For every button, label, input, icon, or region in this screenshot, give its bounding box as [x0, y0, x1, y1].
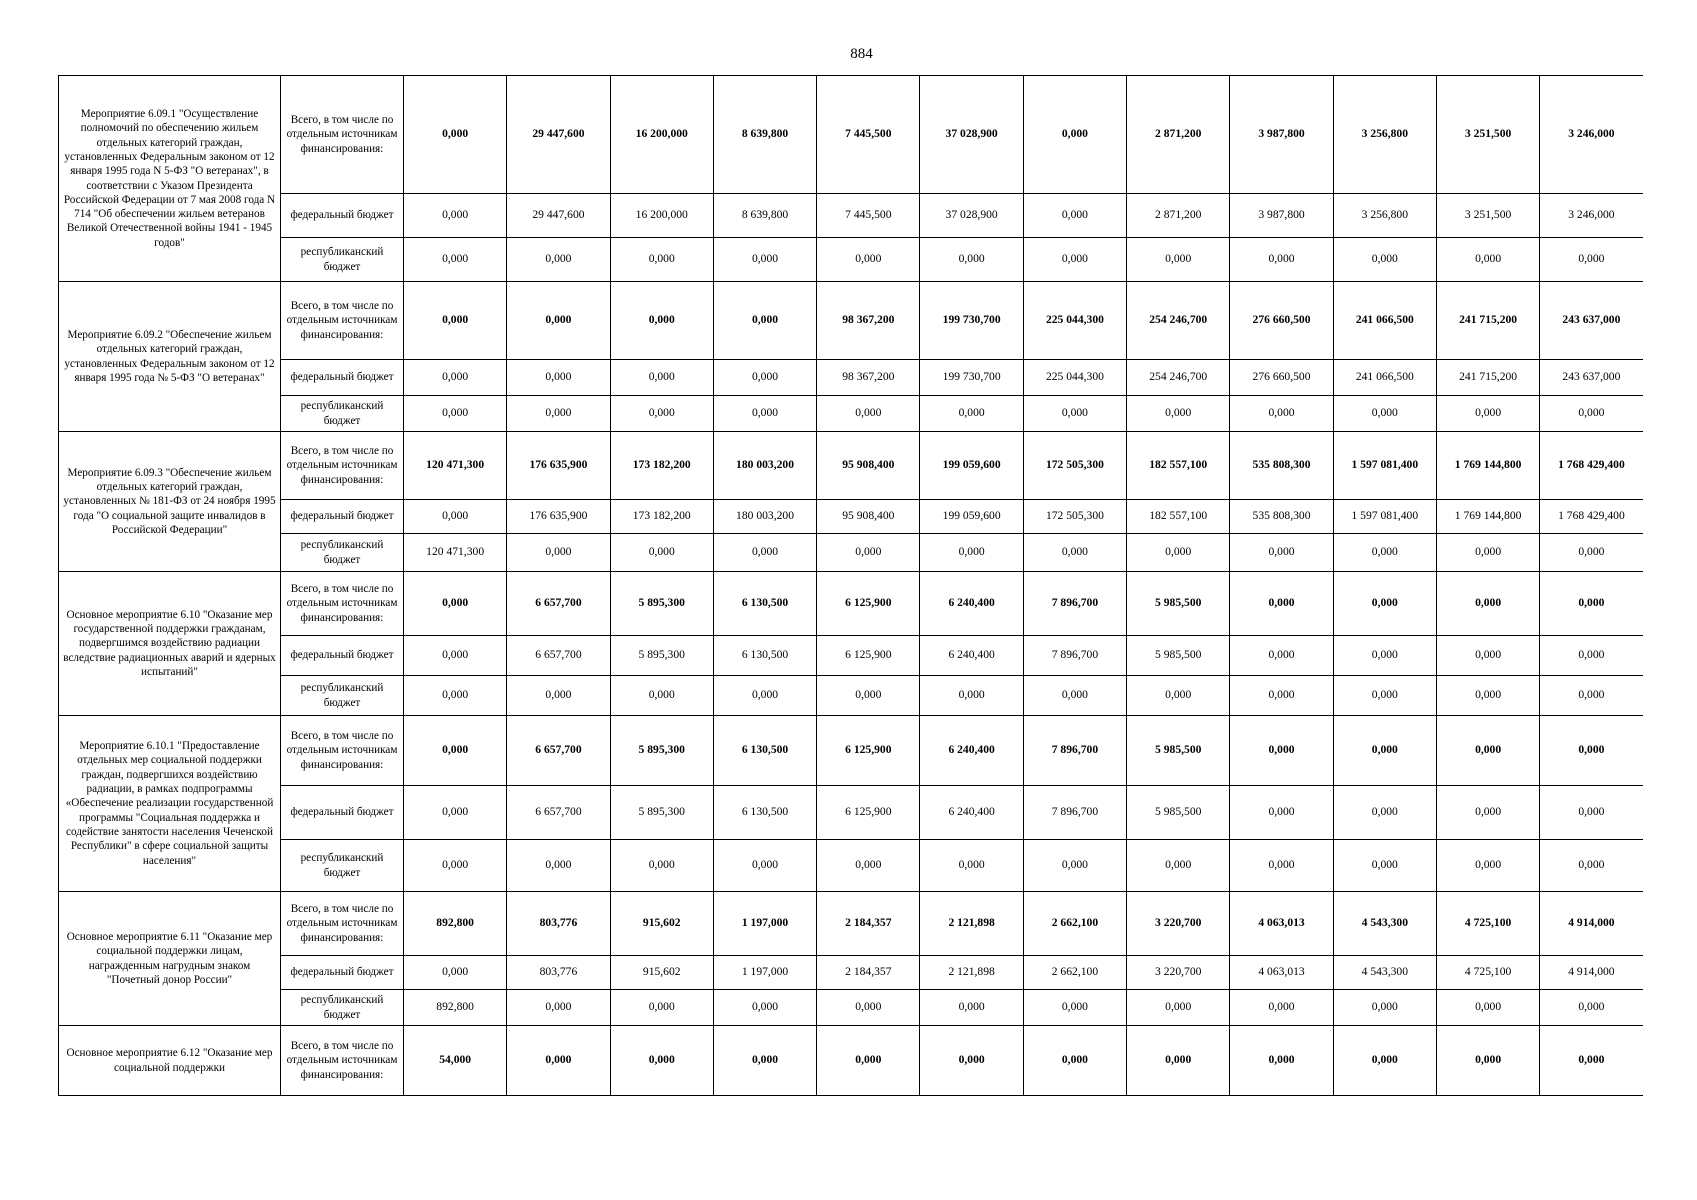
republic-budget-row	[59, 990, 1644, 1026]
amount-cell: 0,000	[1127, 840, 1230, 892]
amount-cell: 0,000	[1540, 716, 1643, 786]
amount-cell: 0,000	[1230, 676, 1333, 716]
amount-cell: 6 657,700	[507, 636, 610, 676]
amount-cell: 2 871,200	[1127, 194, 1230, 238]
funding-source-cell: Всего, в том числе по отдельным источникам финансирования:	[281, 1026, 404, 1096]
amount-cell: 0,000	[404, 76, 507, 194]
amount-cell: 0,000	[507, 534, 610, 572]
amount-cell: 199 730,700	[920, 282, 1023, 360]
amount-cell: 0,000	[610, 990, 713, 1026]
amount-cell: 2 662,100	[1023, 956, 1126, 990]
amount-cell: 0,000	[404, 194, 507, 238]
amount-cell: 0,000	[610, 396, 713, 432]
amount-cell: 0,000	[1436, 238, 1539, 282]
republic-budget-row	[59, 840, 1644, 892]
amount-cell: 0,000	[1230, 990, 1333, 1026]
amount-cell: 16 200,000	[610, 76, 713, 194]
amount-cell: 0,000	[1436, 396, 1539, 432]
amount-cell: 241 066,500	[1333, 360, 1436, 396]
amount-cell: 0,000	[404, 840, 507, 892]
amount-cell: 0,000	[610, 282, 713, 360]
amount-cell: 0,000	[1333, 636, 1436, 676]
amount-cell: 4 725,100	[1436, 956, 1539, 990]
amount-cell: 3 251,500	[1436, 194, 1539, 238]
amount-cell: 0,000	[817, 990, 920, 1026]
amount-cell: 180 003,200	[713, 432, 816, 500]
amount-cell: 254 246,700	[1127, 360, 1230, 396]
budget-table-container	[58, 75, 1643, 1125]
amount-cell: 803,776	[507, 892, 610, 956]
amount-cell: 0,000	[404, 572, 507, 636]
amount-cell: 0,000	[817, 396, 920, 432]
amount-cell: 0,000	[1023, 76, 1126, 194]
amount-cell: 0,000	[1540, 534, 1643, 572]
amount-cell: 54,000	[404, 1026, 507, 1096]
funding-source-cell: федеральный бюджет	[281, 636, 404, 676]
amount-cell: 5 985,500	[1127, 636, 1230, 676]
amount-cell: 0,000	[404, 786, 507, 840]
amount-cell: 0,000	[404, 676, 507, 716]
amount-cell: 172 505,300	[1023, 500, 1126, 534]
amount-cell: 0,000	[507, 360, 610, 396]
amount-cell: 8 639,800	[713, 194, 816, 238]
amount-cell: 0,000	[507, 840, 610, 892]
total-row	[59, 1026, 1644, 1096]
amount-cell: 0,000	[1436, 636, 1539, 676]
amount-cell: 0,000	[1333, 396, 1436, 432]
amount-cell: 6 657,700	[507, 786, 610, 840]
amount-cell: 5 985,500	[1127, 786, 1230, 840]
federal-budget-row	[59, 956, 1644, 990]
amount-cell: 3 256,800	[1333, 76, 1436, 194]
amount-cell: 199 059,600	[920, 432, 1023, 500]
funding-source-cell: федеральный бюджет	[281, 956, 404, 990]
amount-cell: 0,000	[1333, 840, 1436, 892]
amount-cell: 6 240,400	[920, 636, 1023, 676]
amount-cell: 0,000	[610, 534, 713, 572]
funding-source-cell: республиканский бюджет	[281, 396, 404, 432]
amount-cell: 915,602	[610, 892, 713, 956]
amount-cell: 4 725,100	[1436, 892, 1539, 956]
amount-cell: 173 182,200	[610, 432, 713, 500]
funding-source-cell: республиканский бюджет	[281, 990, 404, 1026]
activity-name-cell: Мероприятие 6.09.3 "Обеспечение жильем отдельных категорий граждан, установленных № 181-ФЗ от 24 ноября 1995 года "О социальной защите инвалидов в Российской Федерации"	[59, 432, 281, 572]
amount-cell: 173 182,200	[610, 500, 713, 534]
amount-cell: 98 367,200	[817, 360, 920, 396]
amount-cell: 0,000	[1436, 572, 1539, 636]
amount-cell: 2 184,357	[817, 956, 920, 990]
activity-name-cell: Основное мероприятие 6.12 "Оказание мер социальной поддержки	[59, 1026, 281, 1096]
amount-cell: 0,000	[817, 1026, 920, 1096]
amount-cell: 4 543,300	[1333, 956, 1436, 990]
amount-cell: 241 066,500	[1333, 282, 1436, 360]
amount-cell: 3 987,800	[1230, 76, 1333, 194]
funding-source-cell: республиканский бюджет	[281, 840, 404, 892]
amount-cell: 29 447,600	[507, 76, 610, 194]
amount-cell: 2 184,357	[817, 892, 920, 956]
amount-cell: 0,000	[1333, 716, 1436, 786]
funding-source-cell: федеральный бюджет	[281, 360, 404, 396]
amount-cell: 0,000	[713, 840, 816, 892]
amount-cell: 4 914,000	[1540, 892, 1643, 956]
amount-cell: 0,000	[713, 1026, 816, 1096]
amount-cell: 0,000	[817, 238, 920, 282]
amount-cell: 7 896,700	[1023, 786, 1126, 840]
funding-source-cell: республиканский бюджет	[281, 238, 404, 282]
amount-cell: 120 471,300	[404, 534, 507, 572]
amount-cell: 0,000	[1023, 1026, 1126, 1096]
amount-cell: 0,000	[1540, 676, 1643, 716]
total-row	[59, 716, 1644, 786]
amount-cell: 0,000	[610, 676, 713, 716]
amount-cell: 7 445,500	[817, 194, 920, 238]
amount-cell: 0,000	[713, 238, 816, 282]
amount-cell: 0,000	[1023, 396, 1126, 432]
amount-cell: 0,000	[1333, 676, 1436, 716]
amount-cell: 0,000	[713, 396, 816, 432]
amount-cell: 0,000	[404, 238, 507, 282]
total-row	[59, 572, 1644, 636]
amount-cell: 3 220,700	[1127, 956, 1230, 990]
amount-cell: 0,000	[1333, 1026, 1436, 1096]
amount-cell: 3 246,000	[1540, 194, 1643, 238]
amount-cell: 5 895,300	[610, 716, 713, 786]
amount-cell: 0,000	[507, 990, 610, 1026]
amount-cell: 0,000	[404, 396, 507, 432]
amount-cell: 37 028,900	[920, 76, 1023, 194]
amount-cell: 180 003,200	[713, 500, 816, 534]
amount-cell: 0,000	[1333, 990, 1436, 1026]
amount-cell: 535 808,300	[1230, 500, 1333, 534]
amount-cell: 182 557,100	[1127, 500, 1230, 534]
amount-cell: 0,000	[507, 238, 610, 282]
funding-source-cell: Всего, в том числе по отдельным источникам финансирования:	[281, 282, 404, 360]
amount-cell: 535 808,300	[1230, 432, 1333, 500]
amount-cell: 6 130,500	[713, 572, 816, 636]
amount-cell: 1 597 081,400	[1333, 432, 1436, 500]
amount-cell: 0,000	[507, 396, 610, 432]
total-row	[59, 432, 1644, 500]
amount-cell: 0,000	[920, 534, 1023, 572]
amount-cell: 0,000	[1127, 990, 1230, 1026]
amount-cell: 0,000	[404, 716, 507, 786]
amount-cell: 6 240,400	[920, 786, 1023, 840]
amount-cell: 29 447,600	[507, 194, 610, 238]
amount-cell: 182 557,100	[1127, 432, 1230, 500]
amount-cell: 6 130,500	[713, 786, 816, 840]
amount-cell: 6 657,700	[507, 716, 610, 786]
amount-cell: 0,000	[1230, 636, 1333, 676]
amount-cell: 5 895,300	[610, 572, 713, 636]
amount-cell: 0,000	[1230, 534, 1333, 572]
amount-cell: 0,000	[1023, 534, 1126, 572]
amount-cell: 0,000	[610, 1026, 713, 1096]
amount-cell: 803,776	[507, 956, 610, 990]
federal-budget-row	[59, 500, 1644, 534]
amount-cell: 0,000	[713, 990, 816, 1026]
funding-source-cell: Всего, в том числе по отдельным источникам финансирования:	[281, 76, 404, 194]
amount-cell: 892,800	[404, 990, 507, 1026]
amount-cell: 37 028,900	[920, 194, 1023, 238]
amount-cell: 0,000	[1540, 1026, 1643, 1096]
amount-cell: 0,000	[1230, 238, 1333, 282]
amount-cell: 3 246,000	[1540, 76, 1643, 194]
amount-cell: 3 256,800	[1333, 194, 1436, 238]
amount-cell: 1 769 144,800	[1436, 500, 1539, 534]
amount-cell: 199 059,600	[920, 500, 1023, 534]
activity-name-cell: Мероприятие 6.09.2 "Обеспечение жильем отдельных категорий граждан, установленных Федеральным законом от 12 января 1995 года № 5-ФЗ "О ветеранах"	[59, 282, 281, 432]
amount-cell: 0,000	[1436, 1026, 1539, 1096]
republic-budget-row	[59, 676, 1644, 716]
amount-cell: 0,000	[1127, 396, 1230, 432]
amount-cell: 254 246,700	[1127, 282, 1230, 360]
amount-cell: 3 987,800	[1230, 194, 1333, 238]
total-row	[59, 76, 1644, 194]
funding-source-cell: федеральный бюджет	[281, 500, 404, 534]
amount-cell: 0,000	[1230, 716, 1333, 786]
federal-budget-row	[59, 194, 1644, 238]
amount-cell: 0,000	[1333, 572, 1436, 636]
amount-cell: 0,000	[404, 636, 507, 676]
amount-cell: 915,602	[610, 956, 713, 990]
amount-cell: 0,000	[1436, 840, 1539, 892]
amount-cell: 0,000	[1230, 572, 1333, 636]
amount-cell: 0,000	[713, 676, 816, 716]
amount-cell: 4 914,000	[1540, 956, 1643, 990]
amount-cell: 1 768 429,400	[1540, 500, 1643, 534]
amount-cell: 0,000	[610, 238, 713, 282]
amount-cell: 0,000	[1540, 990, 1643, 1026]
amount-cell: 0,000	[1230, 840, 1333, 892]
amount-cell: 0,000	[1333, 534, 1436, 572]
amount-cell: 6 657,700	[507, 572, 610, 636]
amount-cell: 0,000	[1436, 534, 1539, 572]
amount-cell: 3 251,500	[1436, 76, 1539, 194]
amount-cell: 243 637,000	[1540, 360, 1643, 396]
amount-cell: 0,000	[920, 676, 1023, 716]
amount-cell: 98 367,200	[817, 282, 920, 360]
amount-cell: 0,000	[1436, 716, 1539, 786]
amount-cell: 5 985,500	[1127, 716, 1230, 786]
amount-cell: 4 543,300	[1333, 892, 1436, 956]
amount-cell: 6 125,900	[817, 716, 920, 786]
amount-cell: 6 130,500	[713, 716, 816, 786]
amount-cell: 0,000	[404, 282, 507, 360]
amount-cell: 7 896,700	[1023, 716, 1126, 786]
amount-cell: 6 240,400	[920, 572, 1023, 636]
amount-cell: 7 896,700	[1023, 572, 1126, 636]
amount-cell: 0,000	[1540, 786, 1643, 840]
amount-cell: 276 660,500	[1230, 282, 1333, 360]
amount-cell: 7 896,700	[1023, 636, 1126, 676]
amount-cell: 0,000	[1333, 786, 1436, 840]
funding-source-cell: федеральный бюджет	[281, 194, 404, 238]
amount-cell: 0,000	[817, 534, 920, 572]
amount-cell: 6 125,900	[817, 636, 920, 676]
amount-cell: 243 637,000	[1540, 282, 1643, 360]
amount-cell: 0,000	[920, 990, 1023, 1026]
amount-cell: 1 197,000	[713, 956, 816, 990]
amount-cell: 0,000	[1127, 676, 1230, 716]
amount-cell: 0,000	[507, 676, 610, 716]
amount-cell: 95 908,400	[817, 500, 920, 534]
amount-cell: 95 908,400	[817, 432, 920, 500]
activity-name-cell: Основное мероприятие 6.10 "Оказание мер государственной поддержки гражданам, подвергшимся воздействию радиации вследствие радиационных аварий и ядерных испытаний"	[59, 572, 281, 716]
amount-cell: 0,000	[1023, 840, 1126, 892]
activity-name-cell: Основное мероприятие 6.11 "Оказание мер социальной поддержки лицам, награжденным нагрудным знаком "Почетный донор России"	[59, 892, 281, 1026]
amount-cell: 5 895,300	[610, 786, 713, 840]
amount-cell: 0,000	[1023, 676, 1126, 716]
amount-cell: 172 505,300	[1023, 432, 1126, 500]
amount-cell: 2 871,200	[1127, 76, 1230, 194]
amount-cell: 0,000	[713, 534, 816, 572]
amount-cell: 0,000	[1230, 396, 1333, 432]
amount-cell: 0,000	[1540, 636, 1643, 676]
activity-name-cell: Мероприятие 6.09.1 "Осуществление полномочий по обеспечению жильем отдельных категорий граждан, установленных Федеральным законом от 12 января 1995 года N 5-ФЗ "О ветеранах", в соответствии с Указом Президента Российской Федерации от 7 мая 2008 года N 714 "Об обеспечении жильем ветеранов Великой Отечественной войны 1941 - 1945 годов"	[59, 76, 281, 282]
amount-cell: 0,000	[1230, 786, 1333, 840]
federal-budget-row	[59, 636, 1644, 676]
amount-cell: 0,000	[1540, 840, 1643, 892]
amount-cell: 0,000	[1023, 194, 1126, 238]
amount-cell: 0,000	[1540, 572, 1643, 636]
amount-cell: 0,000	[713, 282, 816, 360]
amount-cell: 0,000	[404, 500, 507, 534]
republic-budget-row	[59, 534, 1644, 572]
activity-name-cell: Мероприятие 6.10.1 "Предоставление отдельных мер социальной поддержки граждан, подвергшихся воздействию радиации, в рамках подпрограммы «Обеспечение реализации государственной программы "Социальная поддержка и содействие занятости населения Чеченской Республики" в сфере социальной защиты населения"	[59, 716, 281, 892]
amount-cell: 1 768 429,400	[1540, 432, 1643, 500]
funding-source-cell: республиканский бюджет	[281, 534, 404, 572]
amount-cell: 3 220,700	[1127, 892, 1230, 956]
amount-cell: 199 730,700	[920, 360, 1023, 396]
amount-cell: 0,000	[1436, 990, 1539, 1026]
amount-cell: 2 121,898	[920, 956, 1023, 990]
republic-budget-row	[59, 396, 1644, 432]
amount-cell: 176 635,900	[507, 432, 610, 500]
funding-source-cell: республиканский бюджет	[281, 676, 404, 716]
amount-cell: 1 197,000	[713, 892, 816, 956]
amount-cell: 6 130,500	[713, 636, 816, 676]
amount-cell: 0,000	[1540, 238, 1643, 282]
page-number: 884	[850, 46, 873, 62]
amount-cell: 225 044,300	[1023, 282, 1126, 360]
amount-cell: 5 985,500	[1127, 572, 1230, 636]
amount-cell: 2 121,898	[920, 892, 1023, 956]
amount-cell: 0,000	[610, 840, 713, 892]
amount-cell: 241 715,200	[1436, 360, 1539, 396]
amount-cell: 0,000	[1023, 990, 1126, 1026]
amount-cell: 0,000	[1023, 238, 1126, 282]
amount-cell: 0,000	[920, 238, 1023, 282]
amount-cell: 0,000	[404, 360, 507, 396]
amount-cell: 0,000	[1540, 396, 1643, 432]
federal-budget-row	[59, 786, 1644, 840]
amount-cell: 0,000	[920, 840, 1023, 892]
amount-cell: 16 200,000	[610, 194, 713, 238]
amount-cell: 0,000	[920, 1026, 1023, 1096]
federal-budget-row	[59, 360, 1644, 396]
funding-source-cell: Всего, в том числе по отдельным источникам финансирования:	[281, 892, 404, 956]
funding-source-cell: Всего, в том числе по отдельным источникам финансирования:	[281, 572, 404, 636]
amount-cell: 6 125,900	[817, 572, 920, 636]
total-row	[59, 892, 1644, 956]
amount-cell: 0,000	[817, 676, 920, 716]
amount-cell: 8 639,800	[713, 76, 816, 194]
amount-cell: 5 895,300	[610, 636, 713, 676]
amount-cell: 6 240,400	[920, 716, 1023, 786]
funding-source-cell: Всего, в том числе по отдельным источникам финансирования:	[281, 716, 404, 786]
amount-cell: 176 635,900	[507, 500, 610, 534]
amount-cell: 120 471,300	[404, 432, 507, 500]
republic-budget-row	[59, 238, 1644, 282]
amount-cell: 1 597 081,400	[1333, 500, 1436, 534]
amount-cell: 0,000	[610, 360, 713, 396]
amount-cell: 4 063,013	[1230, 892, 1333, 956]
amount-cell: 225 044,300	[1023, 360, 1126, 396]
total-row	[59, 282, 1644, 360]
amount-cell: 0,000	[404, 956, 507, 990]
amount-cell: 0,000	[1230, 1026, 1333, 1096]
budget-table	[58, 75, 1643, 1096]
amount-cell: 0,000	[1127, 238, 1230, 282]
amount-cell: 0,000	[817, 840, 920, 892]
amount-cell: 0,000	[1127, 534, 1230, 572]
funding-source-cell: Всего, в том числе по отдельным источникам финансирования:	[281, 432, 404, 500]
amount-cell: 0,000	[507, 1026, 610, 1096]
amount-cell: 276 660,500	[1230, 360, 1333, 396]
budget-table-body	[59, 76, 1644, 1096]
amount-cell: 4 063,013	[1230, 956, 1333, 990]
amount-cell: 241 715,200	[1436, 282, 1539, 360]
funding-source-cell: федеральный бюджет	[281, 786, 404, 840]
amount-cell: 0,000	[1436, 676, 1539, 716]
amount-cell: 0,000	[507, 282, 610, 360]
amount-cell: 6 125,900	[817, 786, 920, 840]
amount-cell: 0,000	[713, 360, 816, 396]
amount-cell: 0,000	[1127, 1026, 1230, 1096]
amount-cell: 7 445,500	[817, 76, 920, 194]
amount-cell: 0,000	[920, 396, 1023, 432]
amount-cell: 892,800	[404, 892, 507, 956]
amount-cell: 0,000	[1436, 786, 1539, 840]
amount-cell: 1 769 144,800	[1436, 432, 1539, 500]
amount-cell: 0,000	[1333, 238, 1436, 282]
amount-cell: 2 662,100	[1023, 892, 1126, 956]
